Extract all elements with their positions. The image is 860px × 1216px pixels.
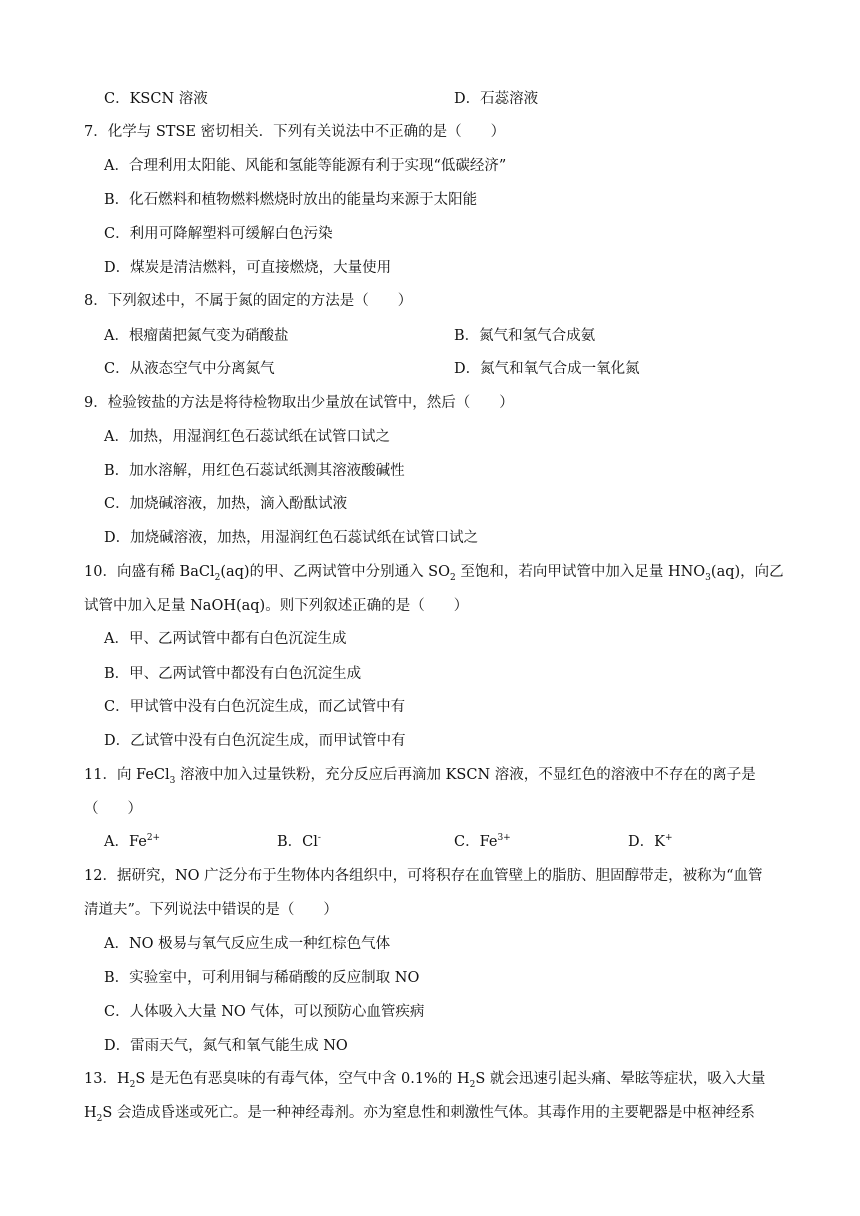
q10-option-a: A．甲、乙两试管中都有白色沉淀生成 xyxy=(104,631,347,647)
q12-option-b: B．实验室中，可利用铜与稀硝酸的反应制取 NO xyxy=(104,970,420,986)
q11-option-b: B．Cl- xyxy=(277,833,321,850)
q9-option-c: C．加烧碱溶液，加热，滴入酚酞试液 xyxy=(104,496,348,512)
q9-option-b: B．加水溶解，用红色石蕊试纸测其溶液酸碱性 xyxy=(104,463,405,479)
q11-option-d: D．K+ xyxy=(628,833,673,850)
q10-stem-line1: 10．向盛有稀 BaCl$_2$(aq)的甲、乙两试管中分别通入 $SO_2$ 至饱和，若向甲试管中加入足量 $HNO_3(aq)$，向乙 xyxy=(84,564,784,583)
q6-option-d: D．石蕊溶液 xyxy=(454,91,539,107)
q7-stem: 7．化学与 STSE 密切相关．下列有关说法中不正确的是（ ） xyxy=(84,124,506,140)
q10-option-c: C．甲试管中没有白色沉淀生成，而乙试管中有 xyxy=(104,699,406,715)
q12-option-a: A．NO 极易与氧气反应生成一种红棕色气体 xyxy=(104,936,391,952)
q10-option-b: B．甲、乙两试管中都没有白色沉淀生成 xyxy=(104,666,362,682)
q8-option-d: D．氮气和氧气合成一氧化氮 xyxy=(454,361,640,377)
q7-option-c: C．利用可降解塑料可缓解白色污染 xyxy=(104,226,333,242)
q10-stem-line2: 试管中加入足量 NaOH(aq)。则下列叙述正确的是（ ） xyxy=(84,598,469,614)
q12-stem-line1: 12．据研究，NO 广泛分布于生物体内各组织中，可将积存在血管壁上的脂肪、胆固醇带走，被称为“血管 xyxy=(84,868,763,884)
q8-option-a: A．根瘤菌把氮气变为硝酸盐 xyxy=(104,328,289,344)
q7-option-b: B．化石燃料和植物燃料燃烧时放出的能量均来源于太阳能 xyxy=(104,192,478,208)
q8-option-b: B．氮气和氢气合成氨 xyxy=(454,328,596,344)
q12-stem-line2: 清道夫”。下列说法中错误的是（ ） xyxy=(84,902,338,918)
q8-option-c: C．从液态空气中分离氮气 xyxy=(104,361,275,377)
q7-option-a: A．合理利用太阳能、风能和氢能等能源有利于实现“低碳经济” xyxy=(104,158,507,174)
q12-option-c: C．人体吸入大量 NO 气体，可以预防心血管疾病 xyxy=(104,1004,425,1020)
q8-stem: 8．下列叙述中，不属于氮的固定的方法是（ ） xyxy=(84,293,413,309)
q13-stem-line1: 13．$H_2S$ 是无色有恶臭味的有毒气体，空气中含 0.1%的 $H_2S$ 就会迅速引起头痛、晕眩等症状，吸入大量 xyxy=(84,1071,766,1090)
q11-option-c: C．$Fe^{3+}$ xyxy=(454,833,511,850)
q13-stem-line2: $H_2S$ 会造成昏迷或死亡。是一种神经毒剂。亦为窒息性和刺激性气体。其毒作用的主要靶器是中枢神经系 xyxy=(84,1105,755,1124)
q7-option-d: D．煤炭是清洁燃料，可直接燃烧，大量使用 xyxy=(104,260,392,276)
q11-option-a: A．$Fe^{2+}$ xyxy=(104,833,161,850)
q11-stem-line2: （ ） xyxy=(84,801,142,817)
q9-stem: 9．检验铵盐的方法是将待检物取出少量放在试管中，然后（ ） xyxy=(84,395,514,411)
q6-option-c: C．KSCN 溶液 xyxy=(104,91,208,107)
q11-stem-line1: 11．向 FeCl$_3$ 溶液中加入过量铁粉，充分反应后再滴加 KSCN 溶液，不显红色的溶液中不存在的离子是 xyxy=(84,767,756,786)
q9-option-a: A．加热，用湿润红色石蕊试纸在试管口试之 xyxy=(104,429,390,445)
q10-option-d: D．乙试管中没有白色沉淀生成，而甲试管中有 xyxy=(104,733,406,749)
q12-option-d: D．雷雨天气，氮气和氧气能生成 NO xyxy=(104,1038,348,1054)
q9-option-d: D．加烧碱溶液，加热，用湿润红色石蕊试纸在试管口试之 xyxy=(104,530,479,546)
